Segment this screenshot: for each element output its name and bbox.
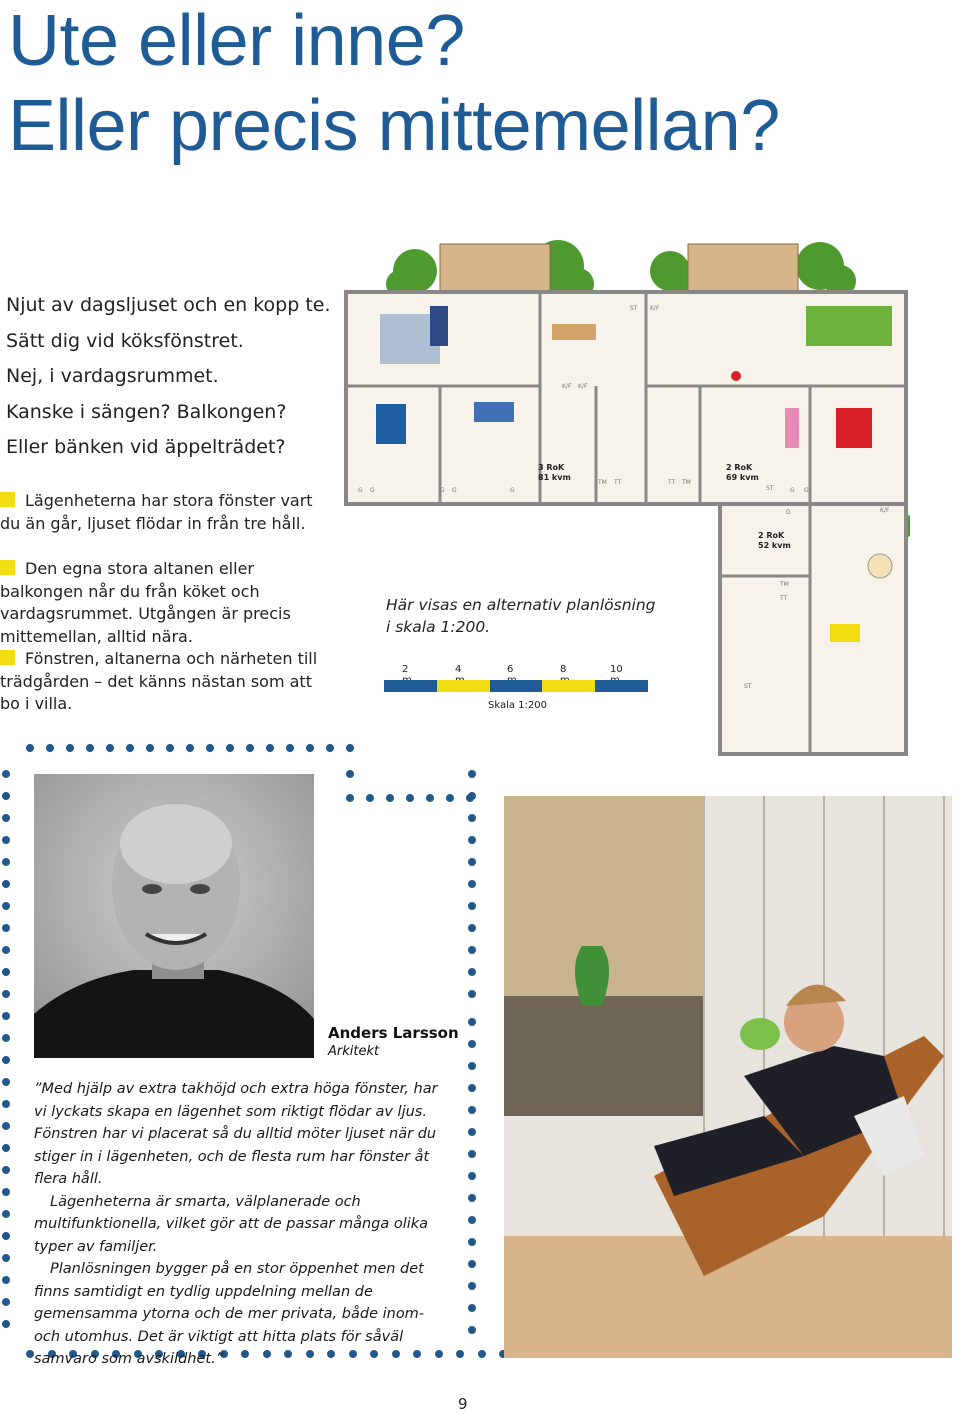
frame-dot bbox=[2, 902, 10, 910]
room-code: K/F bbox=[650, 305, 660, 312]
frame-dot bbox=[466, 794, 474, 802]
room-code: K/F bbox=[578, 383, 588, 390]
frame-dot bbox=[226, 744, 234, 752]
frame-dot bbox=[426, 794, 434, 802]
frame-dot bbox=[2, 1144, 10, 1152]
headline-line-1: Ute eller inne? bbox=[8, 1, 465, 81]
frame-dot bbox=[266, 744, 274, 752]
room-code: G bbox=[370, 487, 375, 494]
quote-paragraph: ”Med hjälp av extra takhöjd och extra höga fönster, har vi lyckats skapa en lägenhet som riktigt flödar av ljus. Fönstren har vi placerat så du alltid möter ljuset när du stiger in i lägenheten, och de flesta rum har fönster åt flera håll. bbox=[34, 1081, 438, 1187]
frame-dot bbox=[468, 1260, 476, 1268]
unit-3-name: 2 RoK bbox=[758, 531, 785, 540]
room-code: G bbox=[452, 487, 457, 494]
frame-dot bbox=[26, 1350, 34, 1358]
frame-dot bbox=[468, 1040, 476, 1048]
frame-dot bbox=[2, 1078, 10, 1086]
frame-dot bbox=[346, 744, 354, 752]
frame-dot bbox=[468, 1106, 476, 1114]
quote-text bbox=[34, 1078, 454, 1371]
room-code: G bbox=[804, 487, 809, 494]
scale-caption: Skala 1:200 bbox=[488, 700, 547, 711]
frame-dot bbox=[146, 744, 154, 752]
room-code: G bbox=[790, 487, 795, 494]
room-code: TM bbox=[682, 479, 691, 486]
frame-dot bbox=[2, 1034, 10, 1042]
quote-paragraph: Lägenheterna är smarta, välplanerade och multifunktionella, vilket gör att de passar många olika typer av familjer. bbox=[34, 1193, 429, 1255]
room-code: TT bbox=[614, 479, 622, 486]
quote-author-name: Anders Larsson bbox=[328, 1024, 459, 1042]
bullet-text: Den egna stora altanen eller balkongen når du från köket och vardagsrummet. Utgången är precis mittemellan, alltid nära. bbox=[0, 559, 291, 646]
frame-dot bbox=[468, 858, 476, 866]
frame-dot bbox=[468, 770, 476, 778]
frame-dot bbox=[2, 1276, 10, 1284]
scale-label: 8 bbox=[560, 664, 567, 675]
frame-dot bbox=[468, 1084, 476, 1092]
frame-dot bbox=[468, 1062, 476, 1070]
frame-dot bbox=[468, 1018, 476, 1026]
room-code: G bbox=[786, 509, 791, 516]
frame-dot bbox=[66, 744, 74, 752]
quote-author-role: Arkitekt bbox=[328, 1044, 380, 1059]
frame-dot bbox=[468, 814, 476, 822]
frame-dot bbox=[206, 744, 214, 752]
frame-dot bbox=[126, 744, 134, 752]
room-code: G bbox=[510, 487, 515, 494]
floor-plan-note: Här visas en alternativ planlösning i skala 1:200. bbox=[386, 596, 656, 636]
frame-dot bbox=[468, 1216, 476, 1224]
frame-dot bbox=[326, 744, 334, 752]
room-code: ST bbox=[744, 683, 752, 690]
frame-dot bbox=[2, 1188, 10, 1196]
frame-dot bbox=[468, 1150, 476, 1158]
room-code: G bbox=[440, 487, 445, 494]
frame-dot bbox=[2, 880, 10, 888]
quote-paragraph: Planlösningen bygger på en stor öppenhet men det finns samtidigt en tydlig uppdelning mellan de gemensamma ytorna och de mer privata, både inom- och utomhus. Det är viktigt att hitta plats för såväl samvaro som avskildhet.” bbox=[34, 1261, 425, 1367]
unit-2-area: 69 kvm bbox=[726, 473, 759, 482]
room-code: ST bbox=[766, 485, 774, 492]
unit-1-name: 3 RoK bbox=[538, 463, 565, 472]
frame-dot bbox=[468, 1326, 476, 1334]
frame-dot bbox=[2, 836, 10, 844]
unit-2-name: 2 RoK bbox=[726, 463, 753, 472]
frame-dot bbox=[2, 990, 10, 998]
frame-dot bbox=[2, 1012, 10, 1020]
frame-dot bbox=[26, 744, 34, 752]
frame-dot bbox=[2, 946, 10, 954]
frame-dot bbox=[2, 1298, 10, 1306]
frame-dot bbox=[446, 794, 454, 802]
frame-dot bbox=[286, 744, 294, 752]
intro-line: Nej, i vardagsrummet. bbox=[6, 365, 219, 387]
page-number: 9 bbox=[458, 1395, 468, 1413]
room-code: TT bbox=[668, 479, 676, 486]
frame-dot bbox=[2, 1056, 10, 1064]
room-code: TM bbox=[598, 479, 607, 486]
frame-dot bbox=[46, 744, 54, 752]
frame-dot bbox=[456, 1350, 464, 1358]
frame-dot bbox=[186, 744, 194, 752]
frame-dot bbox=[468, 946, 476, 954]
intro-line: Sätt dig vid köksfönstret. bbox=[6, 329, 244, 352]
frame-dot bbox=[2, 968, 10, 976]
room-code: TT bbox=[780, 595, 788, 602]
frame-dot bbox=[2, 858, 10, 866]
frame-dot bbox=[246, 744, 254, 752]
frame-dot bbox=[468, 902, 476, 910]
lifestyle-photo bbox=[504, 796, 952, 1358]
frame-dot bbox=[106, 744, 114, 752]
frame-dot bbox=[468, 1282, 476, 1290]
portrait-photo bbox=[34, 774, 314, 1058]
room-code: G bbox=[358, 487, 363, 494]
frame-dot bbox=[2, 770, 10, 778]
intro-line: Kanske i sängen? Balkongen? bbox=[6, 400, 287, 423]
frame-dot bbox=[2, 814, 10, 822]
frame-dot bbox=[2, 1166, 10, 1174]
frame-dot bbox=[2, 1210, 10, 1218]
frame-dot bbox=[468, 924, 476, 932]
frame-dot bbox=[366, 794, 374, 802]
room-code: K/F bbox=[562, 383, 572, 390]
frame-dot bbox=[468, 968, 476, 976]
frame-dot bbox=[2, 1122, 10, 1130]
scale-label: 10 bbox=[610, 664, 623, 675]
frame-dot bbox=[468, 1172, 476, 1180]
frame-dot bbox=[306, 744, 314, 752]
frame-dot bbox=[468, 1304, 476, 1312]
frame-dot bbox=[468, 990, 476, 998]
frame-dot bbox=[346, 794, 354, 802]
frame-dot bbox=[468, 880, 476, 888]
frame-dot bbox=[2, 792, 10, 800]
frame-dot bbox=[386, 794, 394, 802]
frame-dot bbox=[166, 744, 174, 752]
room-code: TM bbox=[780, 581, 789, 588]
scale-label: 4 bbox=[455, 664, 462, 675]
frame-dot bbox=[468, 1238, 476, 1246]
bullet-text: Fönstren, altanerna och närheten till trädgården – det känns nästan som att bo i villa. bbox=[0, 649, 318, 713]
headline-line-2: Eller precis mittemellan? bbox=[8, 86, 780, 166]
frame-dot bbox=[468, 1194, 476, 1202]
unit-1-area: 81 kvm bbox=[538, 473, 571, 482]
frame-dot bbox=[2, 1320, 10, 1328]
room-code: K/F bbox=[880, 507, 890, 514]
intro-line: Eller bänken vid äppelträdet? bbox=[6, 436, 286, 458]
frame-dot bbox=[86, 744, 94, 752]
frame-dot bbox=[2, 1100, 10, 1108]
frame-dot bbox=[478, 1350, 486, 1358]
frame-dot bbox=[2, 1232, 10, 1240]
unit-3-area: 52 kvm bbox=[758, 541, 791, 550]
frame-dot bbox=[468, 1128, 476, 1136]
scale-label: 2 bbox=[402, 664, 409, 675]
bullet-text: Lägenheterna har stora fönster vart du än går, ljuset flödar in från tre håll. bbox=[0, 491, 313, 533]
frame-dot bbox=[2, 1254, 10, 1262]
frame-dot bbox=[2, 924, 10, 932]
room-code: ST bbox=[630, 305, 638, 312]
intro-line: Njut av dagsljuset och en kopp te. bbox=[6, 294, 331, 316]
frame-dot bbox=[406, 794, 414, 802]
frame-dot bbox=[346, 770, 354, 778]
scale-label: 6 bbox=[507, 664, 514, 675]
frame-dot bbox=[468, 836, 476, 844]
